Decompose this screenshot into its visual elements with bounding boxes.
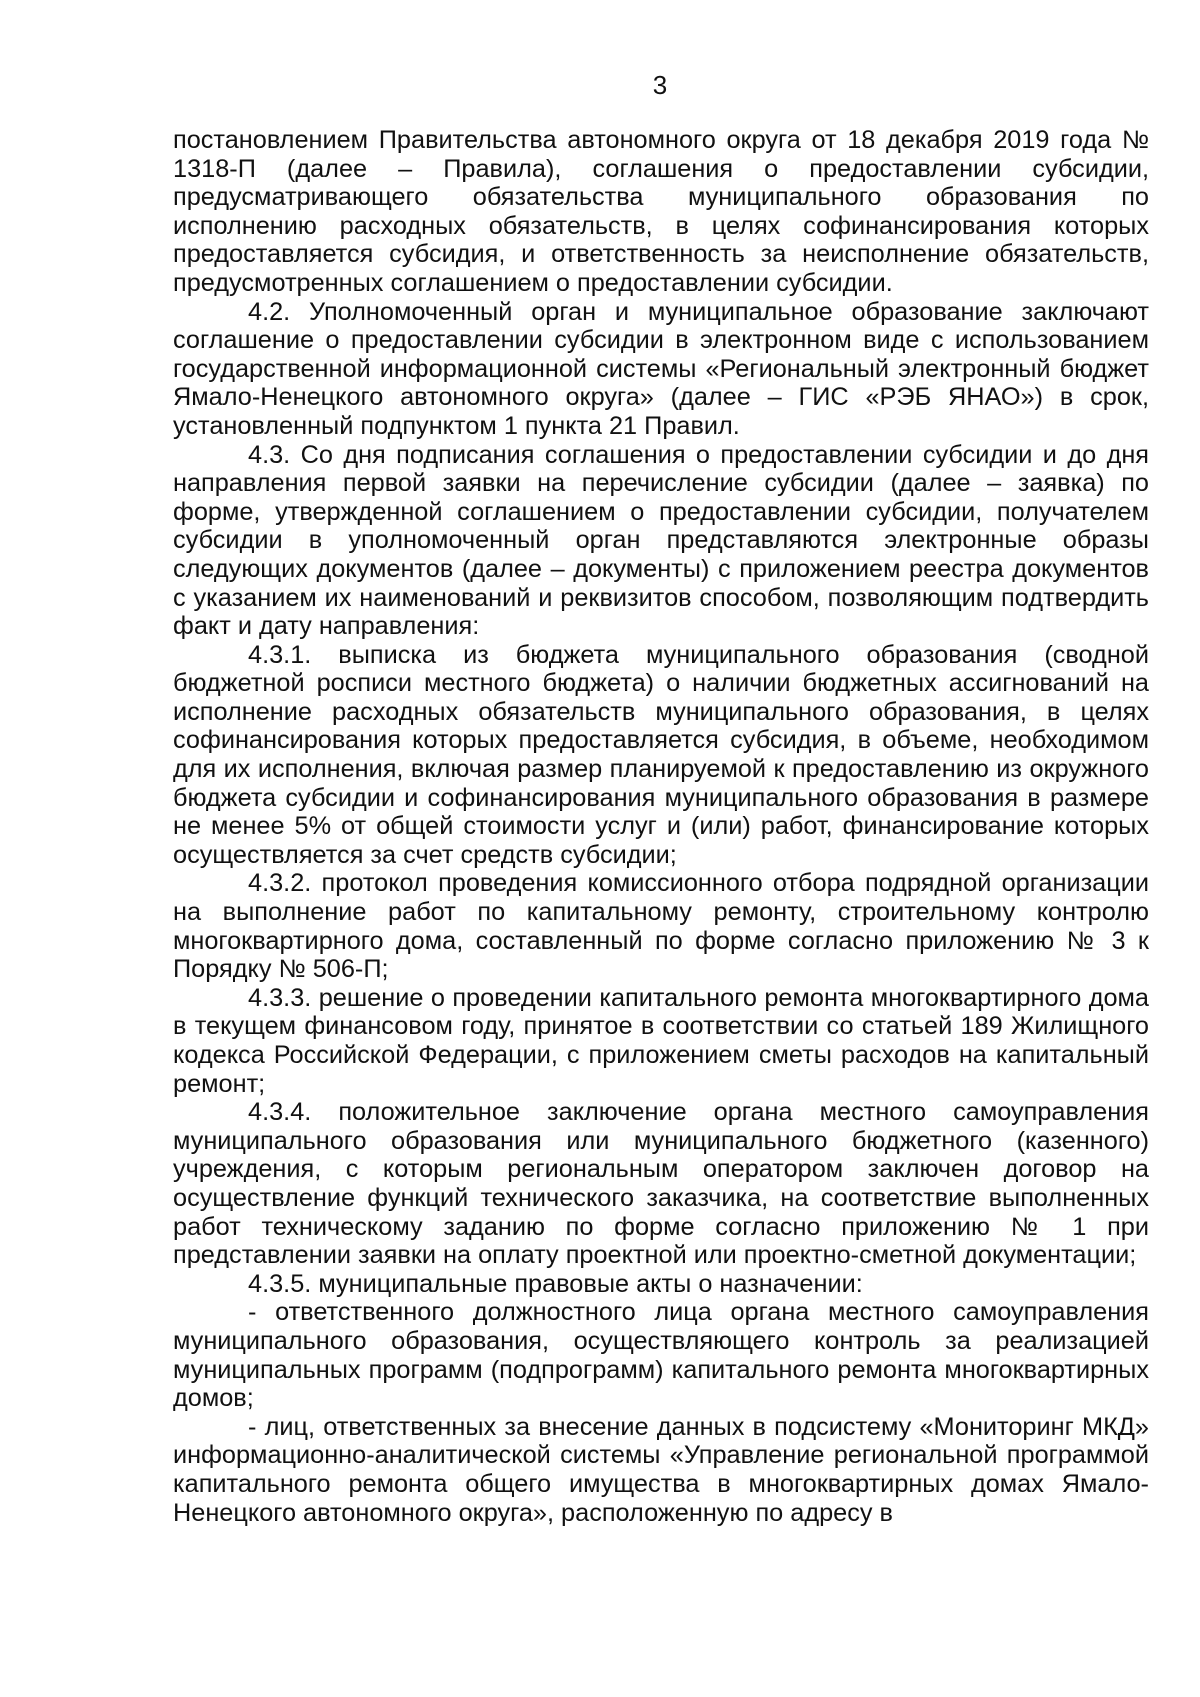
paragraph: 4.3.2. протокол проведения комиссионного отбора подрядной организации на выполнение работ по капитальному ремонту, строительному контролю многоквартирного дома, составленный по форме согласно приложению № 3 к Порядку № 506-П; [173, 869, 1149, 984]
paragraph: - ответственного должностного лица органа местного самоуправления муниципального образования, осуществляющего контроль за реализацией муниципальных программ (подпрограмм) капитального ремонта многоквартирных домов; [173, 1298, 1149, 1413]
paragraph: 4.3.5. муниципальные правовые акты о назначении: [248, 1269, 863, 1298]
paragraph: постановлением Правительства автономного округа от 18 декабря 2019 года № 1318-П (далее – Правила), соглашения о предоставлении субсидии, предусматривающего обязательства муниципального образования по исполнению расходных обязательств, в целях софинансирования которых предоставляется субсидия, и ответственность за неисполнение обязательств, предусмотренных соглашением о предоставлении субсидии. [173, 126, 1149, 297]
paragraph: 4.3.1. выписка из бюджета муниципального образования (сводной бюджетной росписи местного бюджета) о наличии бюджетных ассигнований на исполнение расходных обязательств муниципального образования, в целях софинансирования которых предоставляется субсидия, в объеме, необходимом для их исполнения, включая размер планируемой к предоставлению из окружного бюджета субсидии и софинансирования муниципального образования в размере не менее 5% от общей стоимости услуг и (или) работ, финансирование которых осуществляется за счет средств субсидии; [173, 640, 1149, 869]
document-body [173, 126, 1149, 1527]
paragraph: - лиц, ответственных за внесение данных в подсистему «Мониторинг МКД» информационно-аналитической системы «Управление региональной программой капитального ремонта общего имущества в многоквартирных домах Ямало-Ненецкого автономного округа», расположенную по адресу в [173, 1412, 1149, 1527]
page-number: 3 [652, 70, 668, 100]
paragraph: 4.2. Уполномоченный орган и муниципальное образование заключают соглашение о предоставлении субсидии в электронном виде с использованием государственной информационной системы «Региональный электронный бюджет Ямало-Ненецкого автономного округа» (далее – ГИС «РЭБ ЯНАО») в срок, установленный подпунктом 1 пункта 21 Правил. [173, 297, 1149, 440]
paragraph: 4.3.4. положительное заключение органа местного самоуправления муниципального образования или муниципального бюджетного (казенного) учреждения, с которым региональным оператором заключен договор на осуществление функций технического заказчика, на соответствие выполненных работ техническому заданию по форме согласно приложению № 1 при представлении заявки на оплату проектной или проектно-сметной документации; [173, 1098, 1149, 1270]
paragraph: 4.3.3. решение о проведении капитального ремонта многоквартирного дома в текущем финансовом году, принятое в соответствии со статьей 189 Жилищного кодекса Российской Федерации, с приложением сметы расходов на капитальный ремонт; [173, 983, 1149, 1098]
paragraph: 4.3. Со дня подписания соглашения о предоставлении субсидии и до дня направления первой заявки на перечисление субсидии (далее – заявка) по форме, утвержденной соглашением о предоставлении субсидии, получателем субсидии в уполномоченный орган представляются электронные образы следующих документов (далее – документы) с приложением реестра документов с указанием их наименований и реквизитов способом, позволяющим подтвердить факт и дату направления: [173, 440, 1149, 641]
